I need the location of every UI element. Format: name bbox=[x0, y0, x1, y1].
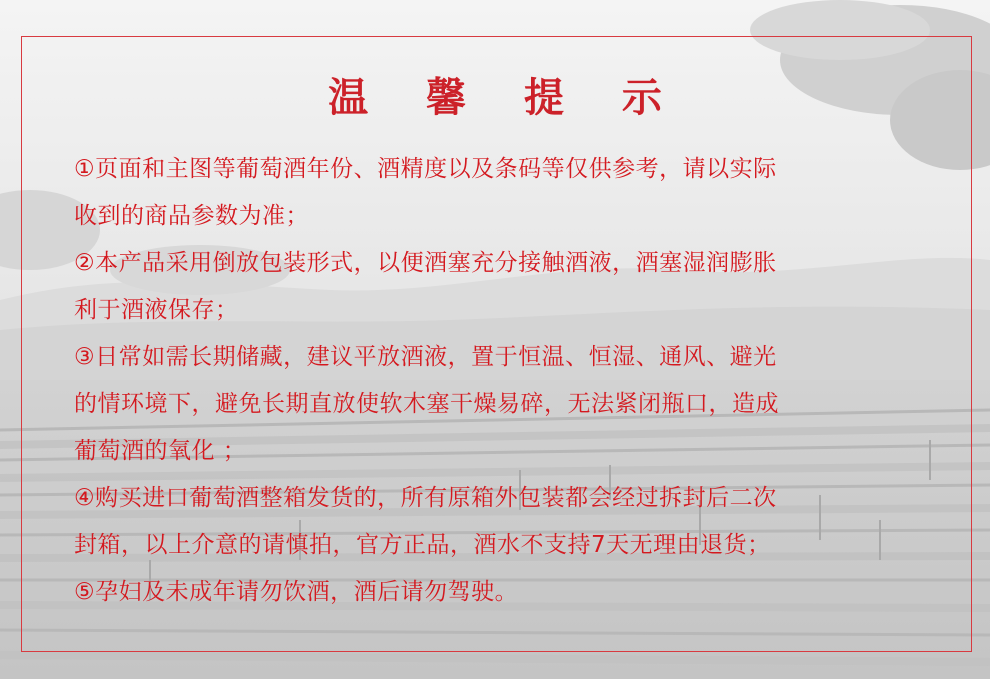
notice-line: 的情环境下，避免长期直放使软木塞干燥易碎，无法紧闭瓶口，造成 bbox=[74, 391, 779, 417]
notice-line: ②本产品采用倒放包装形式，以便酒塞充分接触酒液，酒塞湿润膨胀 bbox=[74, 250, 777, 276]
notice-content bbox=[74, 146, 924, 616]
notice-line: ①页面和主图等葡萄酒年份、酒精度以及条码等仅供参考，请以实际 bbox=[74, 156, 777, 182]
notice-line: ③日常如需长期储藏，建议平放酒液，置于恒温、恒湿、通风、避光 bbox=[74, 344, 777, 370]
notice-line: 利于酒液保存； bbox=[74, 297, 239, 323]
notice-title: 温 馨 提 示 bbox=[328, 74, 684, 121]
notice-line: ⑤孕妇及未成年请勿饮酒，酒后请勿驾驶。 bbox=[74, 579, 519, 605]
notice-line: 葡萄酒的氧化 ； bbox=[74, 438, 247, 464]
notice-line: 封箱，以上介意的请慎拍，官方正品，酒水不支持7天无理由退货； bbox=[74, 532, 771, 558]
notice-line: 收到的商品参数为准； bbox=[74, 203, 309, 229]
notice-line: ④购买进口葡萄酒整箱发货的，所有原箱外包装都会经过拆封后二次 bbox=[74, 485, 777, 511]
